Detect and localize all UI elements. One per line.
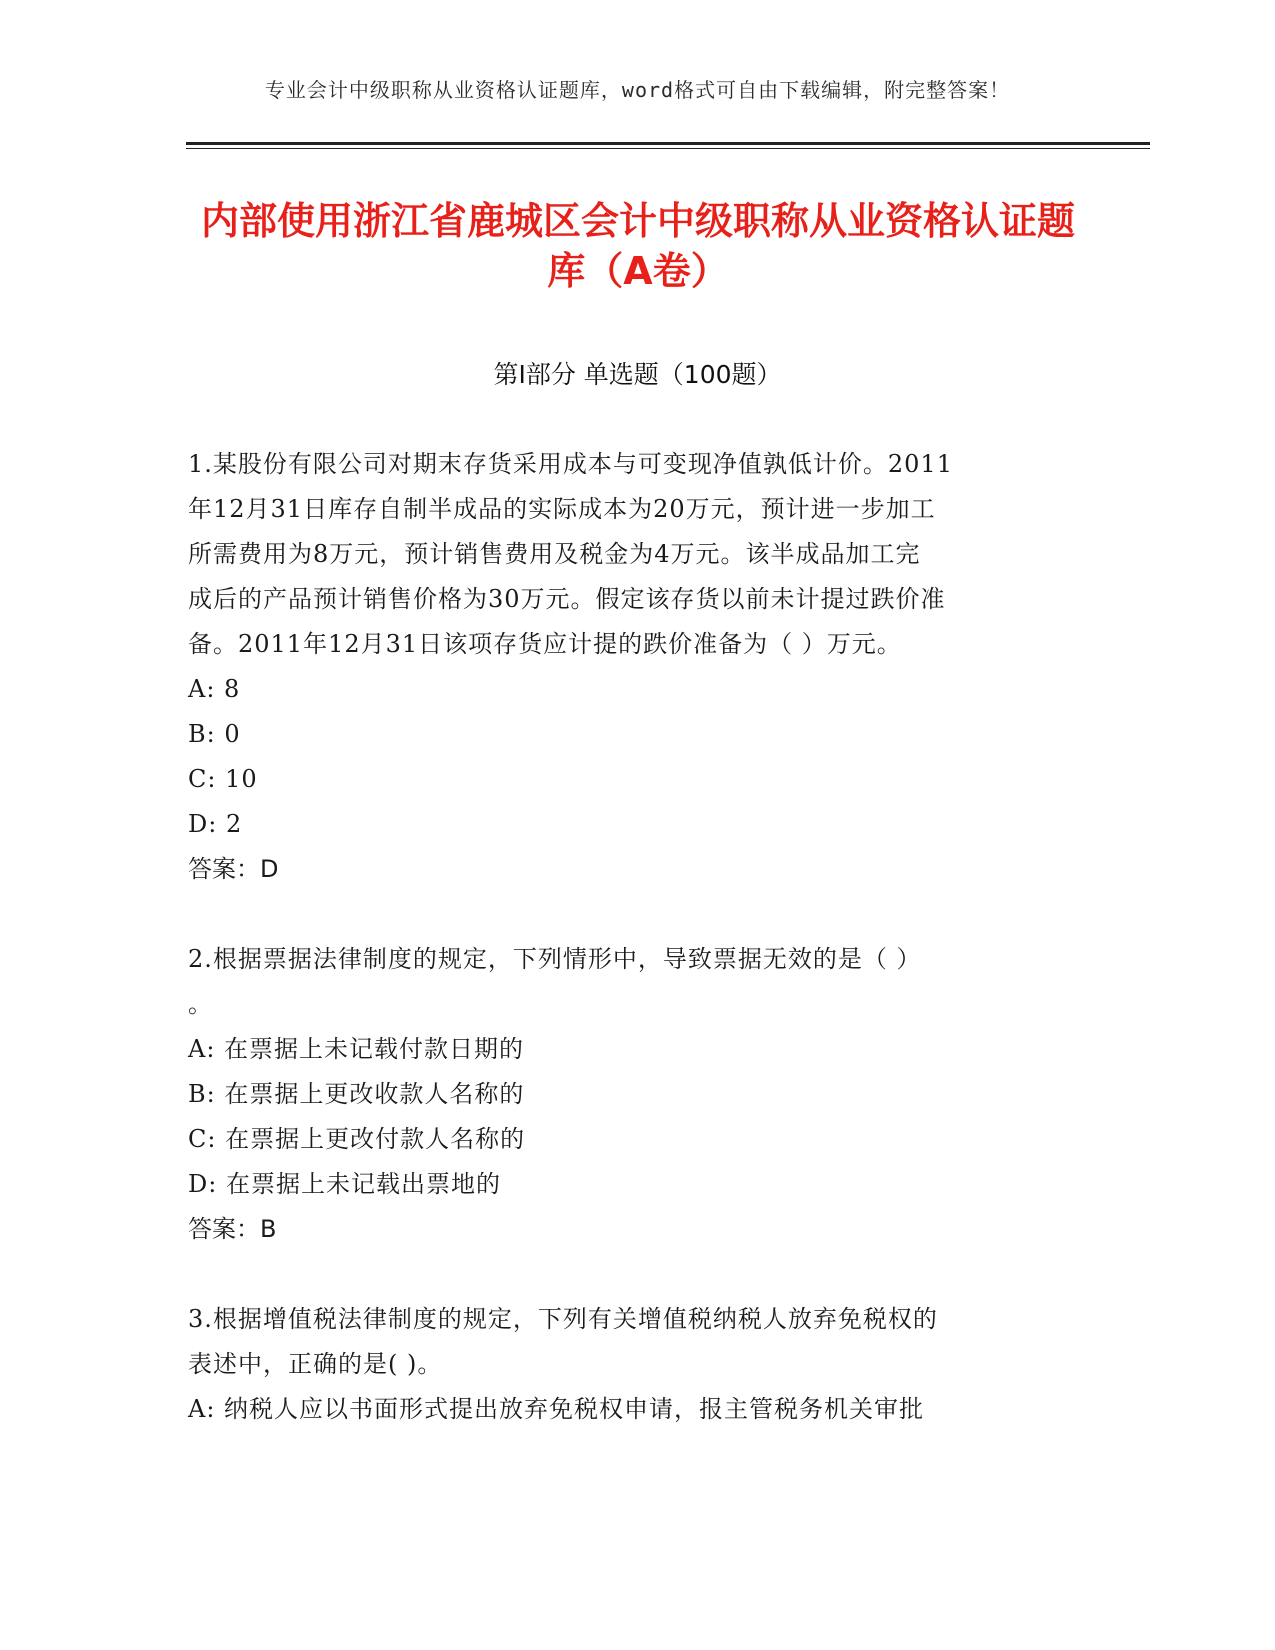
question-stem-line: 1.某股份有限公司对期末存货采用成本与可变现净值孰低计价。2011 (188, 450, 953, 478)
question-answer: 答案：D (188, 855, 279, 883)
question-stem-line: 3.根据增值税法律制度的规定，下列有关增值税纳税人放弃免税权的 (188, 1305, 938, 1333)
header-note: 专业会计中级职称从业资格认证题库，word格式可自由下载编辑，附完整答案！ (264, 78, 1011, 102)
question-spacer (188, 892, 1068, 937)
question-stem-line: 2.根据票据法律制度的规定，下列情形中，导致票据无效的是（ ） (188, 945, 922, 973)
question-spacer (188, 1252, 1068, 1297)
question-option: C: 10 (188, 765, 258, 793)
question-stem-line: 成后的产品预计销售价格为30万元。假定该存货以前未计提过跌价准 (188, 585, 946, 613)
question-option: A: 在票据上未记载付款日期的 (188, 1035, 525, 1063)
question-list (188, 442, 1068, 1432)
section-title: 第Ⅰ部分 单选题（100题） (493, 360, 782, 389)
question-item (188, 1297, 1068, 1432)
question-stem-line: 表述中，正确的是( )。 (188, 1350, 443, 1378)
question-option: B: 0 (188, 720, 241, 748)
question-option: A: 纳税人应以书面形式提出放弃免税权申请，报主管税务机关审批 (188, 1395, 925, 1423)
question-option: B: 在票据上更改收款人名称的 (188, 1080, 525, 1108)
question-item (188, 937, 1068, 1297)
document-title: 内部使用浙江省鹿城区会计中级职称从业资格认证题库（A卷） (200, 199, 1075, 293)
question-option: A: 8 (188, 675, 241, 703)
question-stem-line: 年12月31日库存自制半成品的实际成本为20万元，预计进一步加工 (188, 495, 936, 523)
question-stem-line: 。 (188, 990, 213, 1018)
question-option: C: 在票据上更改付款人名称的 (188, 1125, 526, 1153)
header-rule-thin (186, 148, 1150, 149)
question-option: D: 在票据上未记载出票地的 (188, 1170, 501, 1198)
question-answer: 答案：B (188, 1215, 277, 1243)
question-stem-line: 所需费用为8万元，预计销售费用及税金为4万元。该半成品加工完 (188, 540, 921, 568)
header-rule-thick (186, 142, 1150, 145)
question-item (188, 442, 1068, 937)
question-option: D: 2 (188, 810, 243, 838)
question-stem-line: 备。2011年12月31日该项存货应计提的跌价准备为（ ）万元。 (188, 630, 902, 658)
